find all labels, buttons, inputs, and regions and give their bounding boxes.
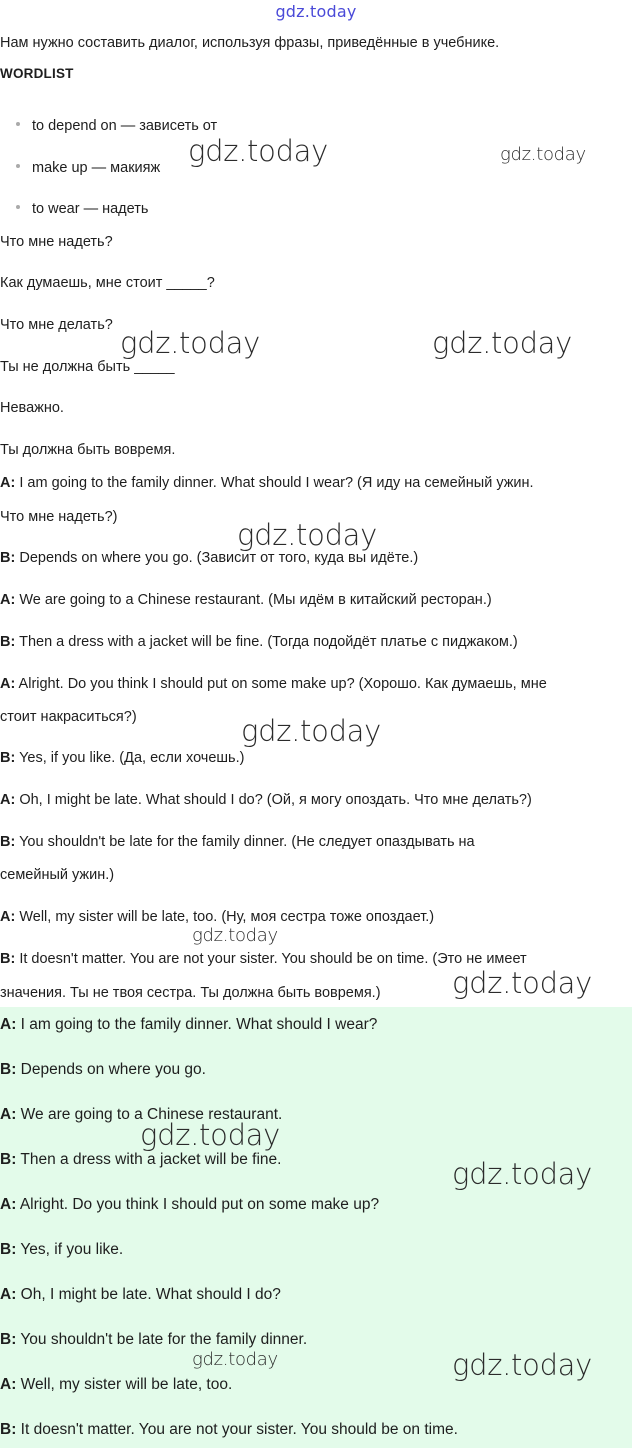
answer-text: Yes, if you like. [20, 1241, 124, 1258]
dialogue-text: Yes, if you like. (Да, если хочешь.) [19, 750, 245, 766]
watermark: gdz.today [500, 144, 586, 165]
speaker-label: B: [0, 1151, 17, 1168]
dialogue-line [0, 790, 532, 810]
speaker-label: B: [0, 1421, 17, 1438]
dialogue-text: It doesn't matter. You are not your sister. You should be on time. (Это не имеет [19, 951, 527, 967]
wordlist-item [16, 199, 148, 219]
answer-text: Well, my sister will be late, too. [20, 1376, 233, 1393]
wordlist-item-text: to depend on — зависеть от [32, 118, 218, 134]
answer-line [0, 1014, 377, 1036]
wordlist-item-text: make up — макияж [32, 160, 161, 176]
phrase: Ты должна быть вовремя. [0, 442, 176, 458]
dialogue-text: We are going to a Chinese restaurant. (Мы идём в китайский ресторан.) [19, 592, 492, 608]
answer-line [0, 1329, 307, 1351]
answer-line [0, 1419, 458, 1441]
speaker-label: A: [0, 792, 16, 808]
watermark: gdz.today [432, 326, 573, 360]
speaker-label: B: [0, 951, 16, 967]
speaker-label: B: [0, 750, 16, 766]
dialogue-text: Well, my sister will be late, too. (Ну, моя сестра тоже опоздает.) [19, 909, 435, 925]
phrase: Что мне делать? [0, 317, 113, 333]
answer-text: You shouldn't be late for the family dinner. [20, 1331, 308, 1348]
answer-line [0, 1194, 379, 1216]
speaker-label: B: [0, 1331, 17, 1348]
watermark: gdz.today [192, 925, 278, 946]
speaker-label: A: [0, 1376, 17, 1393]
bullet-icon [16, 164, 20, 168]
answer-text: Depends on where you go. [20, 1061, 206, 1078]
answer-line [0, 1149, 281, 1171]
dialogue-line [0, 674, 547, 694]
dialogue-text: Oh, I might be late. What should I do? (Ой, я могу опоздать. Что мне делать?) [19, 792, 532, 808]
answer-text: Then a dress with a jacket will be fine. [20, 1151, 282, 1168]
speaker-label: A: [0, 1286, 17, 1303]
watermark: gdz.today [120, 326, 261, 360]
speaker-label: B: [0, 1061, 17, 1078]
bullet-icon [16, 122, 20, 126]
intro-text: Нам нужно составить диалог, используя фразы, приведённые в учебнике. [0, 35, 500, 51]
speaker-label: A: [0, 1106, 17, 1123]
watermark: gdz.today [241, 714, 382, 748]
dialogue-line [0, 949, 527, 969]
wordlist-title: WORDLIST [0, 66, 74, 81]
answer-text: We are going to a Chinese restaurant. [20, 1106, 283, 1123]
dialogue-text: I am going to the family dinner. What should I wear? (Я иду на семейный ужин. [19, 475, 534, 491]
wordlist-item [16, 116, 217, 136]
answer-line [0, 1284, 281, 1306]
watermark: gdz.today [192, 1349, 278, 1370]
dialogue-line [0, 832, 475, 852]
dialogue-text: Then a dress with a jacket will be fine. (Тогда подойдёт платье с пиджаком.) [19, 634, 518, 650]
watermark: gdz.today [452, 1157, 593, 1191]
dialogue-text: Alright. Do you think I should put on some make up? (Хорошо. Как думаешь, мне [18, 676, 547, 692]
answer-text: It doesn't matter. You are not your sister. You should be on time. [20, 1421, 458, 1438]
dialogue-line-cont: стоит накраситься?) [0, 709, 137, 725]
speaker-label: A: [0, 592, 16, 608]
dialogue-line [0, 907, 434, 927]
dialogue-line [0, 748, 244, 768]
speaker-label: A: [0, 1016, 17, 1033]
answer-text: Oh, I might be late. What should I do? [20, 1286, 281, 1303]
speaker-label: B: [0, 1241, 17, 1258]
dialogue-line [0, 590, 492, 610]
speaker-label: B: [0, 550, 16, 566]
phrase: Как думаешь, мне стоит _____? [0, 275, 215, 291]
speaker-label: A: [0, 909, 16, 925]
watermark: gdz.today [452, 1348, 593, 1382]
answer-line [0, 1059, 206, 1081]
header-watermark: gdz.today [275, 2, 357, 21]
wordlist-item-text: to wear — надеть [32, 201, 149, 217]
answer-line [0, 1239, 123, 1261]
watermark: gdz.today [188, 134, 329, 168]
answer-line [0, 1374, 232, 1396]
phrase: Ты не должна быть _____ [0, 359, 175, 375]
answer-text: I am going to the family dinner. What should I wear? [20, 1016, 378, 1033]
speaker-label: A: [0, 676, 16, 692]
wordlist-item [16, 158, 160, 178]
dialogue-line-cont: значения. Ты не твоя сестра. Ты должна быть вовремя.) [0, 985, 381, 1001]
dialogue-line-cont: семейный ужин.) [0, 867, 115, 883]
watermark: gdz.today [452, 966, 593, 1000]
speaker-label: B: [0, 634, 16, 650]
dialogue-text: Depends on where you go. (Зависит от того, куда вы идёте.) [19, 550, 419, 566]
watermark: gdz.today [140, 1118, 281, 1152]
dialogue-text: You shouldn't be late for the family dinner. (Не следует опаздывать на [19, 834, 475, 850]
dialogue-line [0, 632, 518, 652]
dialogue-line-cont: Что мне надеть?) [0, 509, 118, 525]
phrase: Неважно. [0, 400, 64, 416]
phrase: Что мне надеть? [0, 234, 113, 250]
answer-text: Alright. Do you think I should put on some make up? [19, 1196, 380, 1213]
bullet-icon [16, 205, 20, 209]
speaker-label: B: [0, 834, 16, 850]
speaker-label: A: [0, 475, 16, 491]
speaker-label: A: [0, 1196, 17, 1213]
watermark: gdz.today [237, 518, 378, 552]
dialogue-line [0, 473, 534, 493]
